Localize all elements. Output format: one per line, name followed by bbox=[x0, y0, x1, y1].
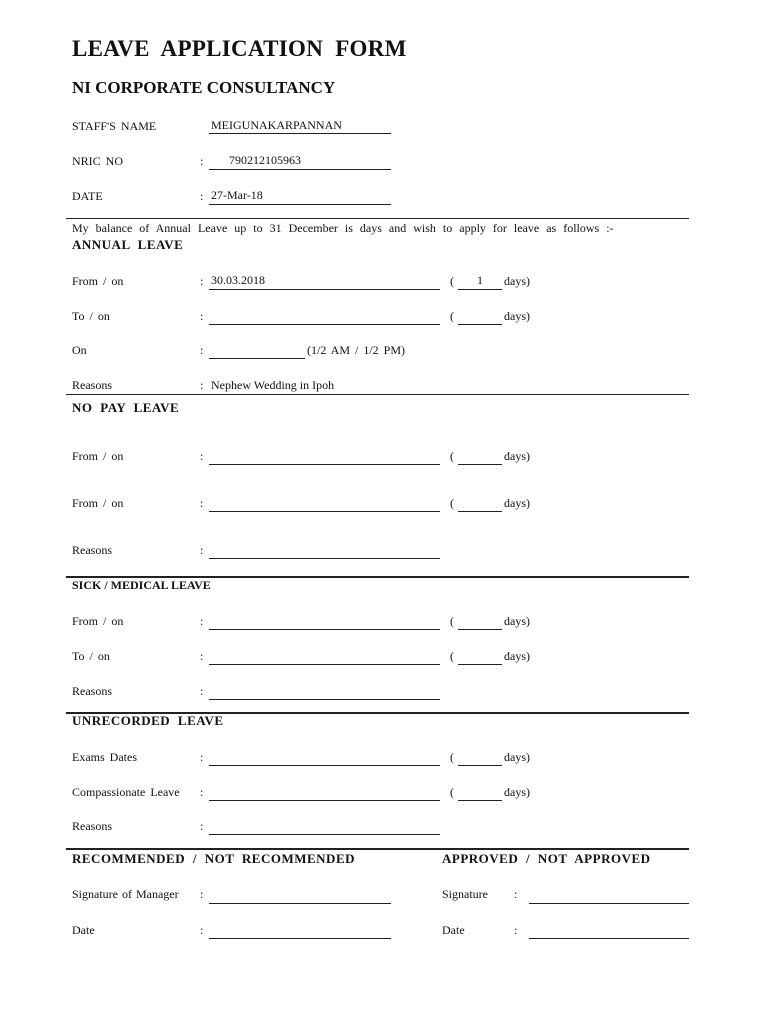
approval-date-field[interactable] bbox=[529, 938, 689, 939]
divider bbox=[66, 848, 689, 850]
nopay-reasons-field[interactable] bbox=[209, 558, 440, 559]
days-label: days) bbox=[504, 449, 530, 463]
colon: : bbox=[200, 684, 204, 698]
annual-to-days-field[interactable] bbox=[458, 324, 502, 325]
compassionate-leave-label: Compassionate Leave bbox=[72, 785, 180, 799]
manager-date-label: Date bbox=[72, 923, 95, 937]
colon: : bbox=[514, 887, 518, 901]
annual-reasons-label: Reasons bbox=[72, 378, 112, 392]
days-open-paren: ( bbox=[450, 785, 454, 799]
annual-on-label: On bbox=[72, 343, 87, 357]
days-open-paren: ( bbox=[450, 309, 454, 323]
days-label: days) bbox=[504, 309, 530, 323]
colon: : bbox=[200, 887, 204, 901]
date-value: 27-Mar-18 bbox=[211, 188, 263, 202]
annual-from-field[interactable] bbox=[209, 289, 440, 290]
unrecorded-reasons-field[interactable] bbox=[209, 834, 440, 835]
sick-from-label: From / on bbox=[72, 614, 124, 628]
nopay-reasons-label: Reasons bbox=[72, 543, 112, 557]
approval-date-label: Date bbox=[442, 923, 465, 937]
sick-reasons-label: Reasons bbox=[72, 684, 112, 698]
manager-signature-field[interactable] bbox=[209, 903, 391, 904]
colon: : bbox=[200, 785, 204, 799]
exams-dates-field[interactable] bbox=[209, 765, 440, 766]
colon: : bbox=[200, 750, 204, 764]
nopay-from2-label: From / on bbox=[72, 496, 124, 510]
days-open-paren: ( bbox=[450, 449, 454, 463]
days-open-paren: ( bbox=[450, 614, 454, 628]
exams-days-field[interactable] bbox=[458, 765, 502, 766]
sick-to-field[interactable] bbox=[209, 664, 440, 665]
company-name: NI CORPORATE CONSULTANCY bbox=[72, 78, 336, 97]
colon: : bbox=[200, 819, 204, 833]
sick-to-days-field[interactable] bbox=[458, 664, 502, 665]
divider bbox=[66, 394, 689, 395]
manager-signature-label: Signature of Manager bbox=[72, 887, 179, 901]
days-open-paren: ( bbox=[450, 750, 454, 764]
colon: : bbox=[200, 649, 204, 663]
staff-name-value: MEIGUNAKARPANNAN bbox=[211, 118, 342, 132]
recommended-heading: RECOMMENDED / NOT RECOMMENDED bbox=[72, 851, 356, 866]
annual-reasons-value[interactable]: Nephew Wedding in Ipoh bbox=[211, 378, 335, 392]
colon: : bbox=[200, 923, 204, 937]
half-day-text: (1/2 AM / 1/2 PM) bbox=[307, 343, 406, 357]
sick-from-field[interactable] bbox=[209, 629, 440, 630]
colon: : bbox=[200, 543, 204, 557]
nopay-from2-days-field[interactable] bbox=[458, 511, 502, 512]
days-label: days) bbox=[504, 614, 530, 628]
days-label: days) bbox=[504, 496, 530, 510]
nopay-from1-field[interactable] bbox=[209, 464, 440, 465]
balance-text: My balance of Annual Leave up to 31 December is days and wish to apply for leave as follows :- bbox=[72, 221, 614, 235]
unrecorded-reasons-label: Reasons bbox=[72, 819, 112, 833]
sick-leave-heading: SICK / MEDICAL LEAVE bbox=[72, 578, 211, 592]
annual-on-field[interactable] bbox=[209, 358, 305, 359]
compassionate-days-field[interactable] bbox=[458, 800, 502, 801]
nopay-from1-days-field[interactable] bbox=[458, 464, 502, 465]
annual-to-field[interactable] bbox=[209, 324, 440, 325]
compassionate-leave-field[interactable] bbox=[209, 800, 440, 801]
days-open-paren: ( bbox=[450, 649, 454, 663]
colon: : bbox=[200, 343, 204, 357]
manager-date-field[interactable] bbox=[209, 938, 391, 939]
sick-reasons-field[interactable] bbox=[209, 699, 440, 700]
nric-label: NRIC NO bbox=[72, 154, 124, 168]
staff-name-field[interactable] bbox=[209, 133, 391, 134]
annual-from-value: 30.03.2018 bbox=[211, 273, 265, 287]
signature-label: Signature bbox=[442, 887, 488, 901]
divider bbox=[66, 218, 689, 219]
colon: : bbox=[200, 378, 204, 392]
colon: : bbox=[200, 274, 204, 288]
staff-name-label: STAFF'S NAME bbox=[72, 119, 157, 133]
exams-dates-label: Exams Dates bbox=[72, 750, 137, 764]
unrecorded-leave-heading: UNRECORDED LEAVE bbox=[72, 713, 224, 728]
form-title: LEAVE APPLICATION FORM bbox=[72, 36, 407, 61]
sick-to-label: To / on bbox=[72, 649, 110, 663]
annual-from-days-value: 1 bbox=[477, 273, 483, 287]
annual-from-label: From / on bbox=[72, 274, 124, 288]
colon: : bbox=[200, 614, 204, 628]
date-field[interactable] bbox=[209, 204, 391, 205]
no-pay-leave-heading: NO PAY LEAVE bbox=[72, 400, 180, 415]
annual-to-label: To / on bbox=[72, 309, 110, 323]
colon: : bbox=[514, 923, 518, 937]
days-label: days) bbox=[504, 785, 530, 799]
days-label: days) bbox=[504, 649, 530, 663]
annual-from-days-field[interactable] bbox=[458, 289, 502, 290]
colon: : bbox=[200, 189, 204, 203]
days-open-paren: ( bbox=[450, 496, 454, 510]
colon: : bbox=[200, 154, 204, 168]
approved-heading: APPROVED / NOT APPROVED bbox=[442, 851, 651, 866]
days-label: days) bbox=[504, 750, 530, 764]
date-label: DATE bbox=[72, 189, 103, 203]
nric-field[interactable] bbox=[209, 169, 391, 170]
colon: : bbox=[200, 449, 204, 463]
annual-leave-heading: ANNUAL LEAVE bbox=[72, 237, 184, 252]
nopay-from1-label: From / on bbox=[72, 449, 124, 463]
sick-from-days-field[interactable] bbox=[458, 629, 502, 630]
days-label: days) bbox=[504, 274, 530, 288]
signature-field[interactable] bbox=[529, 903, 689, 904]
nric-value: 790212105963 bbox=[229, 153, 301, 167]
colon: : bbox=[200, 309, 204, 323]
nopay-from2-field[interactable] bbox=[209, 511, 440, 512]
colon: : bbox=[200, 496, 204, 510]
days-open-paren: ( bbox=[450, 274, 454, 288]
